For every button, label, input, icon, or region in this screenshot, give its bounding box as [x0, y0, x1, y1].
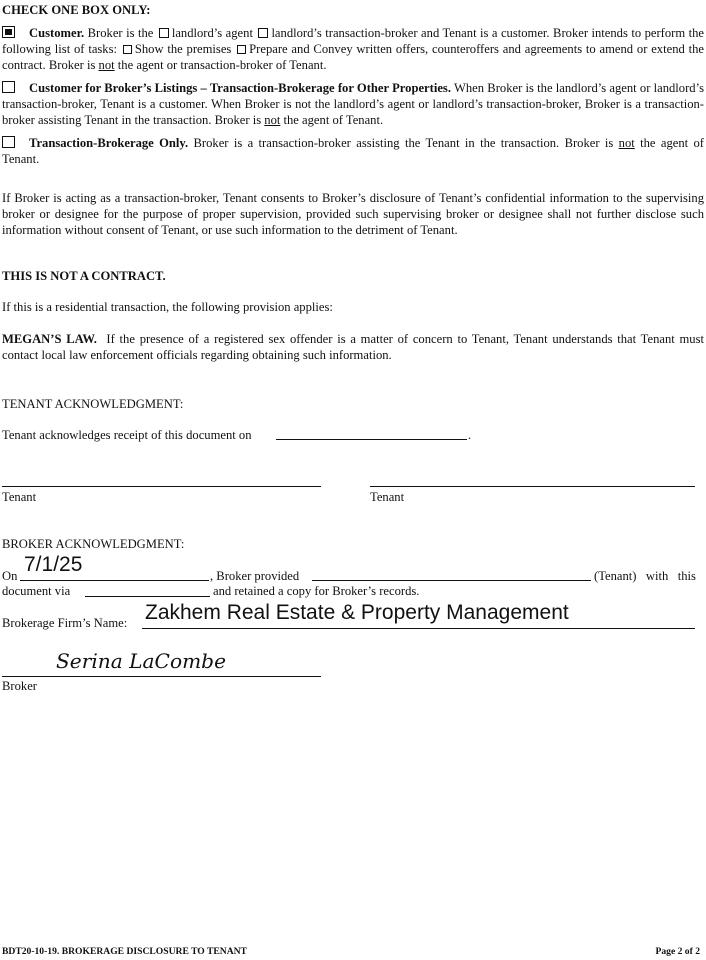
tenant-signature-label-1: Tenant — [2, 490, 37, 504]
not-contract-heading: THIS IS NOT A CONTRACT. — [2, 269, 166, 283]
tenant-signature-line-2[interactable] — [370, 486, 695, 487]
delivery-method-field[interactable] — [85, 596, 210, 597]
firm-name-value[interactable]: Zakhem Real Estate & Property Management — [145, 601, 569, 624]
landlords-agent-label: landlord’s agent — [171, 26, 253, 40]
customer-text-1: Broker is the — [87, 26, 154, 40]
tenant-receipt-text: Tenant acknowledges receipt of this document on — [2, 428, 252, 442]
receipt-period: . — [468, 428, 472, 442]
form-id-footer: BDT20-10-19. BROKERAGE DISCLOSURE TO TENANT — [2, 946, 247, 957]
check-one-heading: CHECK ONE BOX ONLY: — [2, 3, 151, 17]
customer-option — [2, 26, 704, 73]
listings-body: When Broker is the landlord’s agent or landlord’s transaction-broker, Tenant is a customer. When Broker is not the landlord’s agent or landlord’s transaction-broker, Broker is a transaction-broker assisting Tenant in the transaction. Broker is — [2, 81, 704, 127]
tenant-signature-label-2: Tenant — [370, 490, 405, 504]
landlords-tb-label: landlord’s transaction-broker and Tenant is a customer. Broker intends to perform the following list of tasks: — [2, 26, 705, 56]
listings-option — [2, 81, 704, 128]
megans-law-paragraph — [2, 332, 704, 364]
listings-tail: the agent of Tenant. — [283, 112, 384, 127]
megans-law-body: If the presence of a registered sex offender is a matter of concern to Tenant, Tenant understands that Tenant must contact local law enforcement officials regarding obtaining such information. — [2, 332, 705, 362]
tenant-name-field[interactable] — [312, 580, 591, 581]
customer-checkbox[interactable] — [2, 26, 15, 38]
document-via-label: document via — [2, 584, 71, 598]
tenant-with-this-label: (Tenant) with this — [594, 569, 696, 583]
prepare-convey-label: Prepare and Convey written offers, counteroffers and agreements to amend or extend the contract. Broker is — [2, 41, 704, 72]
tb-only-option — [2, 136, 704, 168]
tb-only-title: Transaction-Brokerage Only. — [29, 136, 189, 150]
broker-provided-date-line — [20, 580, 209, 581]
tenant-signature-line-1[interactable] — [2, 486, 321, 487]
retained-copy-text: and retained a copy for Broker’s records. — [213, 584, 420, 598]
residential-provision: If this is a residential transaction, the following provision applies: — [2, 300, 333, 314]
listings-title: Customer for Broker’s Listings – Transaction-Brokerage for Other Properties. — [29, 81, 451, 95]
megans-law-title: MEGAN’S LAW. — [2, 332, 97, 346]
broker-ack-heading: BROKER ACKNOWLEDGMENT: — [2, 537, 185, 551]
tenant-ack-heading: TENANT ACKNOWLEDGMENT: — [2, 397, 184, 411]
tb-only-body: Broker is a transaction-broker assisting the Tenant in the transaction. Broker is — [193, 136, 614, 150]
listings-checkbox[interactable] — [2, 81, 15, 93]
landlords-agent-checkbox[interactable] — [159, 28, 169, 38]
receipt-date-field[interactable] — [276, 439, 467, 440]
landlords-tb-checkbox[interactable] — [258, 28, 268, 38]
firm-name-label: Brokerage Firm’s Name: — [2, 616, 128, 630]
tb-only-not: not — [618, 136, 635, 150]
customer-tail: the agent or transaction-broker of Tenant. — [117, 57, 327, 72]
firm-name-line — [142, 628, 695, 629]
on-label: On — [2, 569, 18, 583]
listings-not: not — [264, 112, 281, 127]
broker-signature-label: Broker — [2, 679, 37, 693]
show-premises-checkbox[interactable] — [123, 45, 132, 54]
svg-text:Serina LaCombe: Serina LaCombe — [56, 649, 226, 673]
page-number: Page 2 of 2 — [655, 946, 700, 957]
show-premises-label: Show the premises — [134, 41, 232, 56]
tb-only-checkbox[interactable] — [2, 136, 15, 148]
broker-signature-image — [54, 646, 234, 674]
broker-provided-date-value[interactable]: 7/1/25 — [24, 553, 83, 576]
broker-signature-line[interactable] — [2, 676, 321, 677]
prepare-convey-checkbox[interactable] — [237, 45, 246, 54]
customer-title: Customer. — [29, 26, 85, 40]
broker-provided-label: , Broker provided — [210, 569, 300, 583]
consent-paragraph: If Broker is acting as a transaction-broker, Tenant consents to Broker’s disclosure of Tenant’s confidential information to the supervising broker or designee for the purpose of proper supervision, provided such supervising broker or designee shall not further disclose such information without consent of Tenant, or use such information to the detriment of Tenant. — [2, 191, 704, 237]
tb-only-tail: the agent of Tenant. — [2, 136, 704, 166]
customer-not: not — [98, 57, 115, 72]
